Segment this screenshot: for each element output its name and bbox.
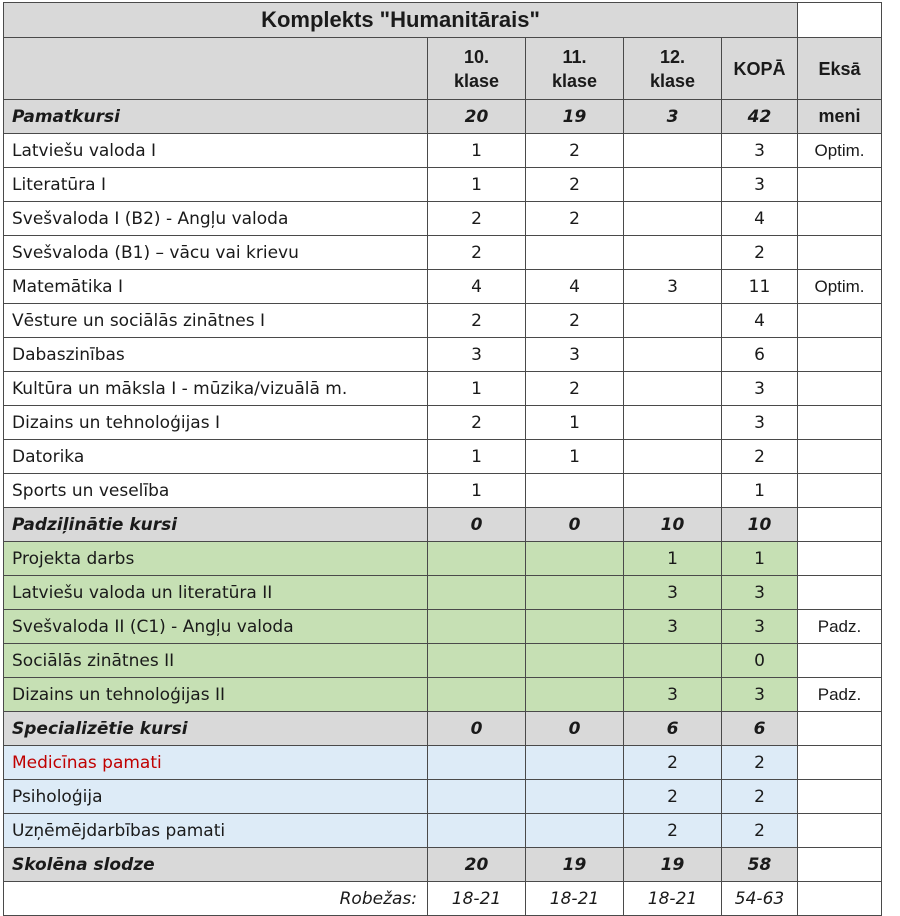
g11-cell: 2 — [526, 372, 624, 406]
table-row — [4, 134, 882, 168]
table-row — [4, 440, 882, 474]
g10-cell: 1 — [428, 474, 526, 508]
subject-name: Projekta darbs — [4, 542, 428, 576]
subject-name: Kultūra un māksla I - mūzika/vizuālā m. — [4, 372, 428, 406]
section-g11: 0 — [526, 508, 624, 542]
limits-label: Robežas: — [4, 882, 428, 916]
g12-cell: 1 — [624, 542, 722, 576]
section-exam-blank — [798, 712, 882, 746]
header-exams-continued: meni — [798, 100, 882, 134]
exam-cell — [798, 814, 882, 848]
header-grade-10: 10. klase — [428, 38, 526, 100]
g10-cell: 1 — [428, 134, 526, 168]
section-total: 42 — [722, 100, 798, 134]
g11-cell — [526, 236, 624, 270]
table-row — [4, 644, 882, 678]
subject-name: Matemātika I — [4, 270, 428, 304]
g12-cell: 3 — [624, 576, 722, 610]
exam-cell — [798, 304, 882, 338]
header-grade-12: 12. klase — [624, 38, 722, 100]
limits-g11: 18-21 — [526, 882, 624, 916]
section-exam-blank — [798, 508, 882, 542]
load-g11: 19 — [526, 848, 624, 882]
total-cell: 4 — [722, 202, 798, 236]
title-blank-cell — [798, 3, 882, 38]
subject-name: Dizains un tehnoloģijas I — [4, 406, 428, 440]
g12-cell: 3 — [624, 678, 722, 712]
subject-name: Latviešu valoda I — [4, 134, 428, 168]
g12-cell — [624, 236, 722, 270]
g10-cell — [428, 576, 526, 610]
g12-cell: 2 — [624, 746, 722, 780]
g11-cell: 2 — [526, 168, 624, 202]
subject-name: Dabaszinības — [4, 338, 428, 372]
subject-name: Datorika — [4, 440, 428, 474]
total-cell: 3 — [722, 576, 798, 610]
header-total: KOPĀ — [722, 38, 798, 100]
section-name: Specializētie kursi — [4, 712, 428, 746]
g12-cell: 3 — [624, 610, 722, 644]
limits-g12: 18-21 — [624, 882, 722, 916]
section-g10: 0 — [428, 508, 526, 542]
limits-total: 54-63 — [722, 882, 798, 916]
exam-cell: Optim. — [798, 134, 882, 168]
g12-cell — [624, 474, 722, 508]
g11-cell: 1 — [526, 440, 624, 474]
table-title: Komplekts "Humanitārais" — [4, 3, 798, 38]
section-g11: 0 — [526, 712, 624, 746]
total-cell: 2 — [722, 814, 798, 848]
exam-cell — [798, 576, 882, 610]
g11-cell — [526, 780, 624, 814]
total-cell: 2 — [722, 440, 798, 474]
table-row — [4, 168, 882, 202]
g10-cell: 2 — [428, 202, 526, 236]
subject-name: Svešvaloda (B1) – vācu vai krievu — [4, 236, 428, 270]
total-cell: 1 — [722, 474, 798, 508]
table-row — [4, 780, 882, 814]
load-total: 58 — [722, 848, 798, 882]
section-row-specializetie — [4, 712, 882, 746]
table-row — [4, 304, 882, 338]
exam-cell — [798, 644, 882, 678]
g12-cell: 3 — [624, 270, 722, 304]
subject-name: Sociālās zinātnes II — [4, 644, 428, 678]
g12-cell — [624, 202, 722, 236]
subject-name: Svešvaloda I (B2) - Angļu valoda — [4, 202, 428, 236]
header-blank-cell — [4, 38, 428, 100]
total-cell: 2 — [722, 780, 798, 814]
table-row — [4, 474, 882, 508]
section-total: 10 — [722, 508, 798, 542]
g11-cell — [526, 576, 624, 610]
table-row — [4, 202, 882, 236]
table-row — [4, 678, 882, 712]
total-cell: 3 — [722, 134, 798, 168]
table-row — [4, 338, 882, 372]
table-row — [4, 542, 882, 576]
total-cell: 3 — [722, 168, 798, 202]
total-cell: 3 — [722, 406, 798, 440]
g12-cell — [624, 406, 722, 440]
section-g11: 19 — [526, 100, 624, 134]
g10-cell — [428, 644, 526, 678]
g10-cell: 1 — [428, 168, 526, 202]
g11-cell: 1 — [526, 406, 624, 440]
subject-name: Vēsture un sociālās zinātnes I — [4, 304, 428, 338]
g11-cell: 2 — [526, 304, 624, 338]
exam-cell: Padz. — [798, 678, 882, 712]
exam-cell: Padz. — [798, 610, 882, 644]
exam-cell — [798, 236, 882, 270]
table-row — [4, 236, 882, 270]
table-row — [4, 610, 882, 644]
exam-cell — [798, 780, 882, 814]
g11-cell: 2 — [526, 134, 624, 168]
exam-cell — [798, 440, 882, 474]
header-row — [4, 38, 882, 100]
subject-name: Svešvaloda II (C1) - Angļu valoda — [4, 610, 428, 644]
exam-cell — [798, 202, 882, 236]
g10-cell: 4 — [428, 270, 526, 304]
subject-name: Medicīnas pamati — [4, 746, 428, 780]
subject-name: Dizains un tehnoloģijas II — [4, 678, 428, 712]
exam-cell — [798, 372, 882, 406]
total-cell: 4 — [722, 304, 798, 338]
table-row — [4, 814, 882, 848]
limits-g10: 18-21 — [428, 882, 526, 916]
subject-name: Latviešu valoda un literatūra II — [4, 576, 428, 610]
table-row — [4, 746, 882, 780]
load-g12: 19 — [624, 848, 722, 882]
g11-cell: 3 — [526, 338, 624, 372]
section-g10: 20 — [428, 100, 526, 134]
g12-cell — [624, 338, 722, 372]
table-row — [4, 270, 882, 304]
g12-cell — [624, 168, 722, 202]
section-g12: 3 — [624, 100, 722, 134]
exam-cell — [798, 168, 882, 202]
subject-name: Sports un veselība — [4, 474, 428, 508]
g12-cell — [624, 304, 722, 338]
total-cell: 11 — [722, 270, 798, 304]
subject-name: Psiholoģija — [4, 780, 428, 814]
table-row — [4, 372, 882, 406]
exam-cell — [798, 542, 882, 576]
section-name: Padziļinātie kursi — [4, 508, 428, 542]
section-total: 6 — [722, 712, 798, 746]
g12-cell — [624, 440, 722, 474]
section-g12: 6 — [624, 712, 722, 746]
exam-cell — [798, 474, 882, 508]
g10-cell — [428, 746, 526, 780]
total-cell: 3 — [722, 678, 798, 712]
total-cell: 2 — [722, 746, 798, 780]
exam-cell: Optim. — [798, 270, 882, 304]
exam-cell — [798, 746, 882, 780]
header-grade-11: 11. klase — [526, 38, 624, 100]
total-cell: 1 — [722, 542, 798, 576]
g10-cell — [428, 780, 526, 814]
g10-cell: 2 — [428, 304, 526, 338]
total-cell: 0 — [722, 644, 798, 678]
g10-cell: 2 — [428, 236, 526, 270]
table-row — [4, 406, 882, 440]
subject-name: Literatūra I — [4, 168, 428, 202]
load-label: Skolēna slodze — [4, 848, 428, 882]
g11-cell — [526, 678, 624, 712]
limits-row — [4, 882, 882, 916]
g10-cell — [428, 610, 526, 644]
section-name: Pamatkursi — [4, 100, 428, 134]
total-cell: 2 — [722, 236, 798, 270]
g12-cell — [624, 134, 722, 168]
header-exams: Eksā — [798, 38, 882, 100]
g11-cell — [526, 474, 624, 508]
section-row-padzilinatie — [4, 508, 882, 542]
g11-cell — [526, 644, 624, 678]
g12-cell: 2 — [624, 814, 722, 848]
g11-cell: 4 — [526, 270, 624, 304]
load-exam-blank — [798, 848, 882, 882]
load-row — [4, 848, 882, 882]
curriculum-table — [3, 2, 882, 916]
g10-cell: 1 — [428, 440, 526, 474]
g10-cell: 1 — [428, 372, 526, 406]
title-row — [4, 3, 882, 38]
g12-cell — [624, 644, 722, 678]
exam-cell — [798, 406, 882, 440]
total-cell: 6 — [722, 338, 798, 372]
g10-cell — [428, 542, 526, 576]
table-row — [4, 576, 882, 610]
exam-cell — [798, 338, 882, 372]
g10-cell: 2 — [428, 406, 526, 440]
total-cell: 3 — [722, 610, 798, 644]
subject-name: Uzņēmējdarbības pamati — [4, 814, 428, 848]
g12-cell: 2 — [624, 780, 722, 814]
g11-cell: 2 — [526, 202, 624, 236]
g10-cell: 3 — [428, 338, 526, 372]
limits-exam-blank — [798, 882, 882, 916]
g11-cell — [526, 746, 624, 780]
g11-cell — [526, 542, 624, 576]
g10-cell — [428, 814, 526, 848]
g12-cell — [624, 372, 722, 406]
total-cell: 3 — [722, 372, 798, 406]
section-g12: 10 — [624, 508, 722, 542]
g11-cell — [526, 610, 624, 644]
load-g10: 20 — [428, 848, 526, 882]
section-g10: 0 — [428, 712, 526, 746]
g10-cell — [428, 678, 526, 712]
g11-cell — [526, 814, 624, 848]
section-row-pamatkursi — [4, 100, 882, 134]
